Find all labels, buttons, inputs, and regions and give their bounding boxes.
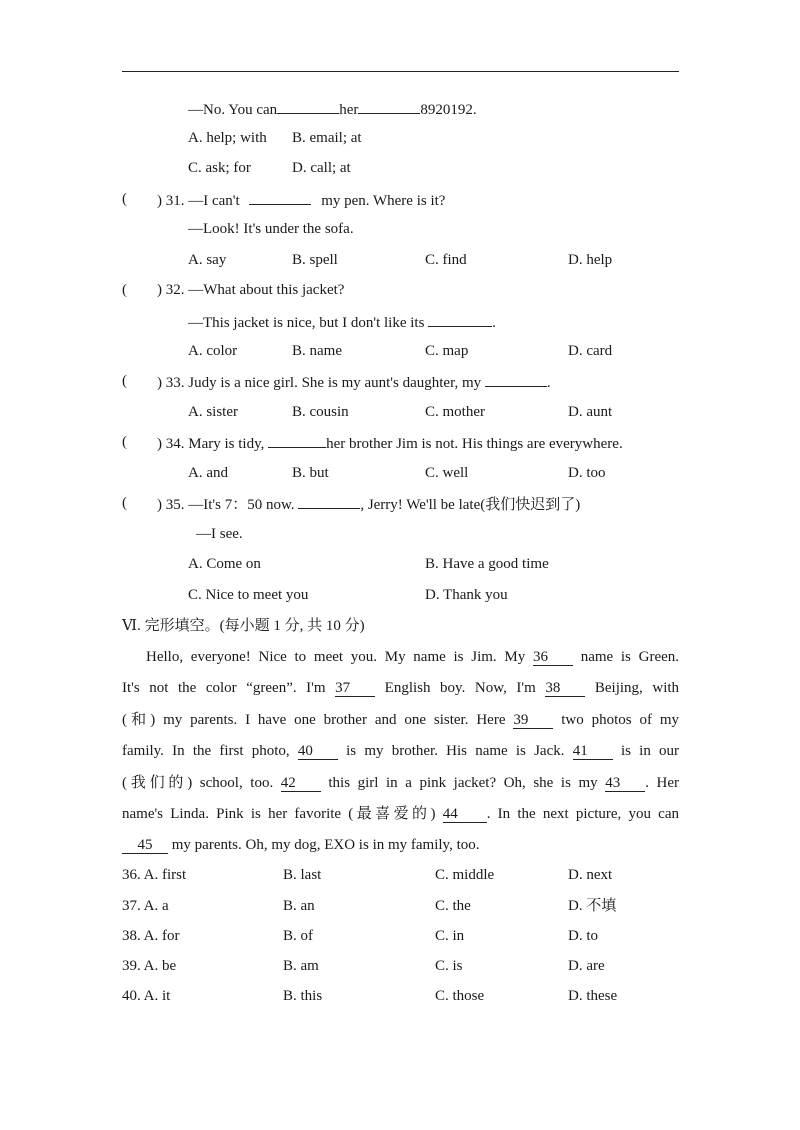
q31-option-a: A. say bbox=[188, 252, 227, 268]
cloze-blank-37[interactable]: 37 bbox=[335, 680, 375, 697]
answer-paren-close: ) bbox=[157, 436, 162, 452]
answer-paren-close: ) bbox=[157, 375, 162, 391]
q30-text-3: 8920192. bbox=[420, 102, 477, 118]
q31-option-b: B. spell bbox=[292, 252, 338, 268]
cloze-line-5 bbox=[122, 773, 679, 793]
q33-stem bbox=[157, 371, 551, 393]
cloze-text: Hello, everyone! Nice to meet you. My name is Jim. My bbox=[146, 649, 526, 665]
q31-line2: —Look! It's under the sofa. bbox=[188, 221, 354, 237]
answer-paren-open[interactable]: ( bbox=[122, 373, 127, 389]
cloze-text: name is Green. bbox=[580, 649, 680, 665]
answer-blank[interactable] bbox=[358, 98, 420, 114]
option-40-d: D. these bbox=[568, 988, 618, 1004]
option-36-b: B. last bbox=[283, 867, 322, 883]
header-rule bbox=[122, 71, 679, 72]
q30-option-a: A. help; with bbox=[188, 130, 267, 146]
q35-line2: —I see. bbox=[196, 526, 243, 542]
option-40-a: 40. A. it bbox=[122, 988, 171, 1004]
option-40-b: B. this bbox=[283, 988, 323, 1004]
cloze-text: two photos of my bbox=[561, 712, 680, 728]
cloze-blank-45[interactable]: 45 bbox=[122, 837, 168, 854]
option-39-c: C. is bbox=[435, 958, 463, 974]
q30-text-2: her bbox=[339, 102, 359, 118]
q35-option-d: D. Thank you bbox=[425, 587, 508, 603]
option-37-c: C. the bbox=[435, 898, 471, 914]
answer-blank[interactable] bbox=[485, 371, 547, 387]
q32-option-c: C. map bbox=[425, 343, 469, 359]
option-39-a: 39. A. be bbox=[122, 958, 177, 974]
q30-text-1: —No. You can bbox=[188, 102, 278, 118]
q33-option-a: A. sister bbox=[188, 404, 238, 420]
cloze-line-3 bbox=[122, 710, 679, 730]
option-38-b: B. of bbox=[283, 928, 313, 944]
q32-option-a: A. color bbox=[188, 343, 238, 359]
cloze-text: this girl in a pink jacket? Oh, she is my bbox=[328, 775, 598, 791]
q31-stem-post: my pen. Where is it? bbox=[321, 193, 446, 209]
q31-option-c: C. find bbox=[425, 252, 467, 268]
q34-option-c: C. well bbox=[425, 465, 469, 481]
cloze-line-6 bbox=[122, 804, 679, 824]
cloze-line-7 bbox=[122, 835, 679, 855]
cloze-text: (和) my parents. I have one brother and one sister. Here bbox=[122, 712, 506, 728]
answer-paren-close: ) bbox=[157, 282, 162, 298]
q32-stem-pre: 32. —What about this jacket? bbox=[165, 282, 345, 298]
q32-option-d: D. card bbox=[568, 343, 613, 359]
answer-paren-open[interactable]: ( bbox=[122, 495, 127, 511]
q30-option-d: D. call; at bbox=[292, 160, 351, 176]
q32-line2-pre: —This jacket is nice, but I don't like its bbox=[188, 315, 425, 331]
q35-stem-pre: 35. —It's 7：50 now. bbox=[165, 497, 295, 513]
cloze-line-4 bbox=[122, 741, 679, 761]
q32-line2 bbox=[188, 311, 496, 333]
answer-paren-open[interactable]: ( bbox=[122, 191, 127, 207]
answer-blank[interactable] bbox=[277, 98, 339, 114]
q32-option-b: B. name bbox=[292, 343, 342, 359]
cloze-blank-43[interactable]: 43 bbox=[605, 775, 645, 792]
cloze-blank-44[interactable]: 44 bbox=[443, 806, 487, 823]
q33-option-d: D. aunt bbox=[568, 404, 613, 420]
q35-stem bbox=[157, 493, 580, 515]
q35-option-a: A. Come on bbox=[188, 556, 261, 572]
q35-option-b: B. Have a good time bbox=[425, 556, 549, 572]
q33-option-b: B. cousin bbox=[292, 404, 349, 420]
answer-paren-open[interactable]: ( bbox=[122, 282, 127, 298]
q34-stem-post: her brother Jim is not. His things are everywhere. bbox=[326, 436, 623, 452]
cloze-text: . In the next picture, you can bbox=[486, 806, 680, 822]
cloze-blank-40[interactable]: 40 bbox=[298, 743, 338, 760]
option-37-b: B. an bbox=[283, 898, 315, 914]
cloze-text: . Her bbox=[645, 775, 680, 791]
answer-blank[interactable] bbox=[298, 493, 360, 509]
cloze-text: my parents. Oh, my dog, EXO is in my family, too. bbox=[171, 837, 480, 853]
q34-option-d: D. too bbox=[568, 465, 606, 481]
cloze-text: It's not the color “green”. I'm bbox=[122, 680, 326, 696]
answer-paren-close: ) bbox=[157, 193, 162, 209]
cloze-text: English boy. Now, I'm bbox=[384, 680, 536, 696]
cloze-blank-36[interactable]: 36 bbox=[533, 649, 573, 666]
option-36-d: D. next bbox=[568, 867, 613, 883]
answer-paren-close: ) bbox=[157, 497, 162, 513]
cloze-line-2 bbox=[122, 678, 679, 698]
option-38-c: C. in bbox=[435, 928, 465, 944]
cloze-blank-42[interactable]: 42 bbox=[281, 775, 321, 792]
q32-line2-post: . bbox=[492, 315, 496, 331]
option-36-c: C. middle bbox=[435, 867, 495, 883]
option-36-a: 36. A. first bbox=[122, 867, 187, 883]
q30-answer-line bbox=[188, 98, 477, 120]
option-40-c: C. those bbox=[435, 988, 485, 1004]
q33-option-c: C. mother bbox=[425, 404, 485, 420]
option-39-b: B. am bbox=[283, 958, 319, 974]
answer-blank[interactable] bbox=[249, 189, 311, 205]
q30-option-c: C. ask; for bbox=[188, 160, 251, 176]
q34-stem bbox=[157, 432, 623, 454]
option-38-d: D. to bbox=[568, 928, 598, 944]
cloze-text: (我们的) school, too. bbox=[122, 775, 274, 791]
answer-paren-open[interactable]: ( bbox=[122, 434, 127, 450]
q34-option-b: B. but bbox=[292, 465, 329, 481]
option-37-d: D. 不填 bbox=[568, 898, 617, 914]
q31-option-d: D. help bbox=[568, 252, 613, 268]
q35-stem-post: , Jerry! We'll be late(我们快迟到了) bbox=[360, 497, 581, 513]
answer-blank[interactable] bbox=[428, 311, 492, 327]
cloze-text: is my brother. His name is Jack. bbox=[346, 743, 565, 759]
answer-blank[interactable] bbox=[268, 432, 326, 448]
q31-stem bbox=[157, 189, 445, 211]
q34-option-a: A. and bbox=[188, 465, 228, 481]
option-37-a: 37. A. a bbox=[122, 898, 169, 914]
q30-option-b: B. email; at bbox=[292, 130, 362, 146]
q31-stem-pre: 31. —I can't bbox=[165, 193, 240, 209]
section-heading: Ⅵ. 完形填空。(每小题 1 分, 共 10 分) bbox=[122, 618, 365, 634]
option-39-d: D. are bbox=[568, 958, 605, 974]
cloze-text: is in our bbox=[620, 743, 680, 759]
cloze-blank-38[interactable]: 38 bbox=[545, 680, 585, 697]
cloze-text: family. In the first photo, bbox=[122, 743, 290, 759]
q34-stem-pre: 34. Mary is tidy, bbox=[165, 436, 265, 452]
cloze-blank-39[interactable]: 39 bbox=[513, 712, 553, 729]
q33-stem-pre: 33. Judy is a nice girl. She is my aunt's daughter, my bbox=[165, 375, 482, 391]
cloze-text: name's Linda. Pink is her favorite (最喜爱的) bbox=[122, 806, 436, 822]
cloze-blank-41[interactable]: 41 bbox=[573, 743, 613, 760]
cloze-text: Beijing, with bbox=[594, 680, 680, 696]
q33-stem-post: . bbox=[546, 375, 551, 391]
cloze-line-1 bbox=[122, 647, 679, 667]
q35-option-c: C. Nice to meet you bbox=[188, 587, 309, 603]
q32-stem bbox=[157, 280, 344, 300]
option-38-a: 38. A. for bbox=[122, 928, 180, 944]
